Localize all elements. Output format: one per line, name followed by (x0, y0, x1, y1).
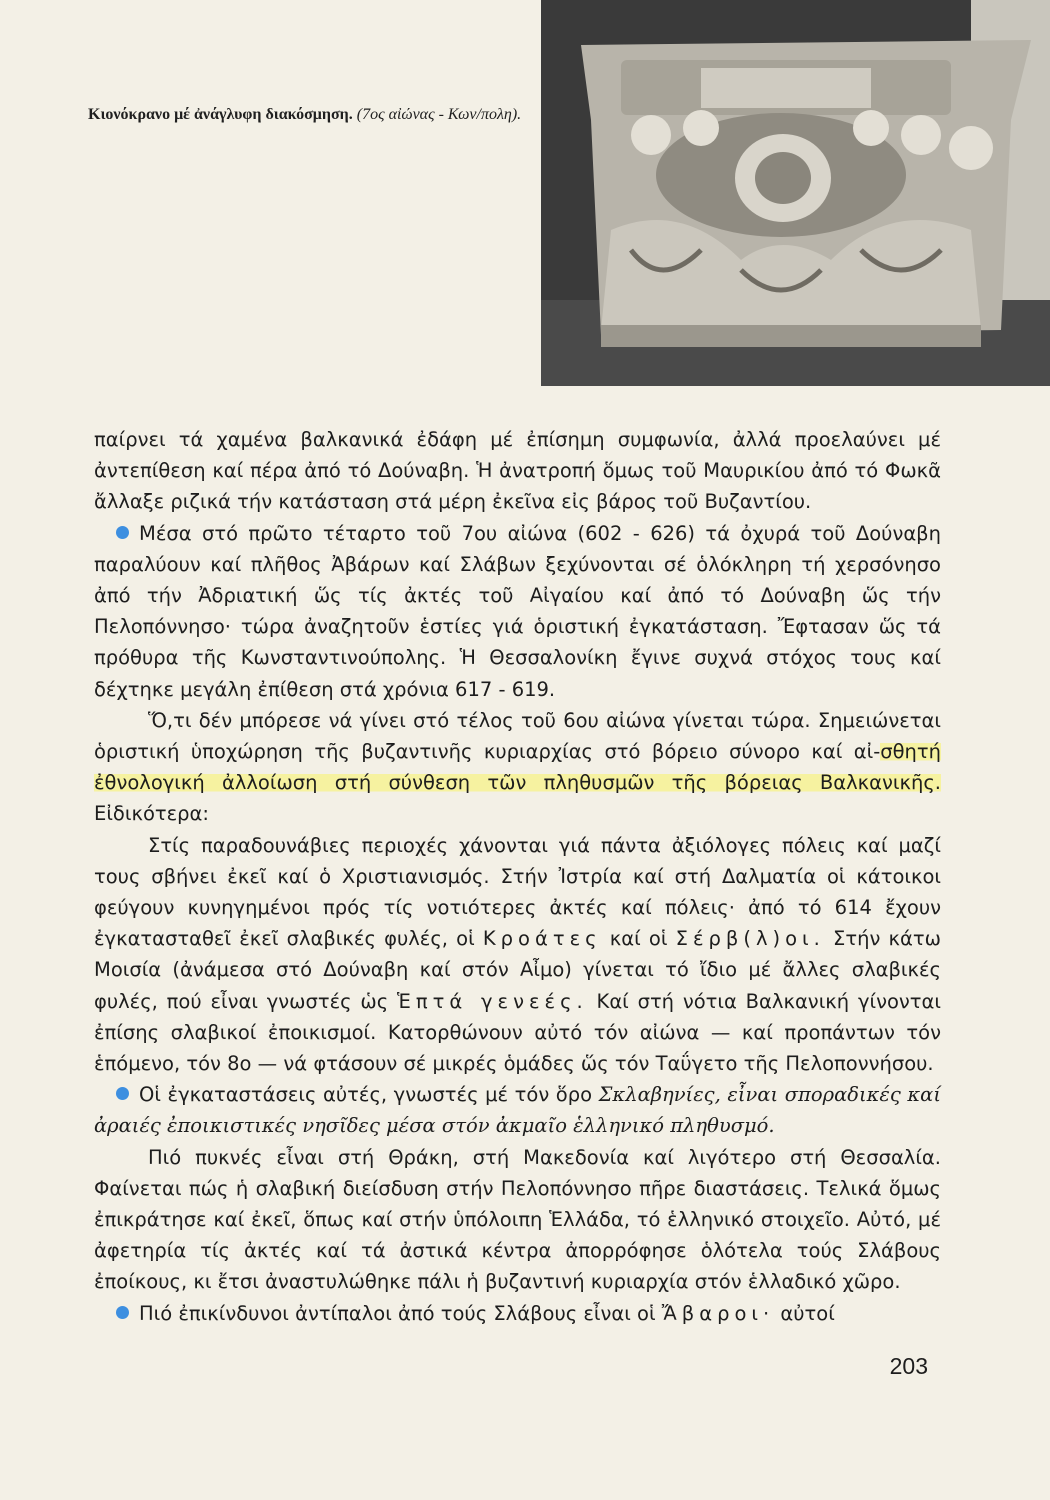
paragraph-4-part-b: καί οἱ (609, 927, 668, 951)
term-sklavinies: Σκλαβηνίες, εἶναι σποραδικές καί ἀραιές ἐποικιστικές νησῖδες μέσα στόν ἀκμαῖο ἑλληνικό πληθυσμό. (94, 1083, 941, 1138)
highlighted-sentence: σθητή ἐθνολογική ἀλλοίωση στή σύνθεση τῶν πληθυσμῶν τῆς βόρειας Βαλκανικῆς. (94, 740, 941, 795)
term-avars: Ἄβαροι· (661, 1301, 775, 1325)
body-text (94, 424, 941, 1329)
paragraph-3-start: Ὅ,τι δέν μπόρεσε νά γίνει στό τέλος τοῦ 6ου αἰώνα γίνεται τώρα. Σημειώνεται ὁριστική ὑποχώρηση τῆς βυζαντινῆς κυριαρχίας στό βόρειο σύνορο καί αἰ- (94, 708, 941, 764)
paragraph-2-text: Μέσα στό πρῶτο τέταρτο τοῦ 7ου αἰώνα (602 - 626) τά ὀχυρά τοῦ Δούναβη παραλύουν καί πλῆθος Ἀβάρων καί Σλάβων ξεχύνονται σέ ὁλόκληρη τή χερσόνησο ἀπό τήν Ἀδριατική ὥς τίς ἀκτές τοῦ Αἰγαίου καί ἀπό τό Δούναβη ὥς τήν Πελοπόννησο· τώρα ἀναζητοῦν ἑστίες γιά ὁριστική ἐγκατάσταση. Ἔφτασαν ὥς τά πρόθυρα τῆς Κωνσταντινούπολης. Ἡ Θεσσαλονίκη ἔγινε συχνά στόχος τους καί δέχτηκε μεγάλη ἐπίθεση στά χρόνια 617 - 619. (94, 521, 941, 701)
paragraph-6: Πιό πυκνές εἶναι στή Θράκη, στή Μακεδονία καί λιγότερο στή Θεσσαλία. Φαίνεται πώς ἡ σλαβική διείσδυση στήν Πελοπόννησο πῆρε διαστάσεις. Τελικά ὅμως ἐπικράτησε καί ἐκεῖ, ὅπως καί στήν ὑπόλοιπη Ἑλλάδα, τό ἑλληνικό στοιχεῖο. Αὐτό, μέ ἀφετηρία τίς ἀκτές καί τά ἀστικά κέντρα ἀπορρόφησε ὁλότελα τούς Σλάβους ἐποίκους, κι ἔτσι ἀναστυλώθηκε πάλι ἡ βυζαντινή κυριαρχία στόν ἑλλαδικό χῶρο. (94, 1145, 941, 1294)
paragraph-7-end: αὐτοί (780, 1301, 835, 1325)
figure-caption (88, 100, 528, 130)
paragraph-7-start: Πιό ἐπικίνδυνοι ἀντίπαλοι ἀπό τούς Σλάβους εἶναι οἱ (139, 1301, 656, 1325)
bullet-icon (116, 1306, 129, 1319)
page-number: 203 (889, 1353, 928, 1379)
paragraph-4-part-c: Στήν κάτω Μοισία (ἀνάμεσα στό Δούναβη καί στόν Αἶμο) γίνεται τό ἴδιο μέ ἄλλες σλαβικές φυλές, πού εἶναι γνωστές ὡς (94, 927, 941, 1013)
paragraph-4-part-a: Στίς παραδουνάβιες περιοχές χάνονται γιά πάντα ἀξιόλογες πόλεις καί μαζί τους σβήνει ἐκεῖ καί ὁ Χριστιανισμός. Στήν Ἰστρία καί στή Δαλματία οἱ κάτοικοι φεύγουν κυνηγημένοι πρός τίς νοτιότερες ἀκτές καί πόλεις· ἀπό τό 614 ἔχουν ἐγκατασταθεῖ ἐκεῖ σλαβικές φυλές, οἱ (94, 833, 941, 951)
paragraph-5 (94, 1079, 941, 1141)
caption-date-place: (7ος αἰώνας - Κων/πολη). (356, 106, 522, 123)
paragraph-3-end: Εἰδικότερα: (94, 802, 209, 826)
term-serbs: Σέρβ(λ)οι. (675, 927, 825, 951)
paragraph-7 (94, 1298, 941, 1329)
paragraph-3 (94, 705, 941, 830)
capital-photo (541, 0, 1050, 386)
bullet-icon (116, 1087, 129, 1100)
term-seven-tribes: Ἑπτά γενεές. (397, 989, 588, 1013)
caption-title: Κιονόκρανο μέ ἀνάγλυφη διακόσμηση. (88, 106, 353, 123)
paragraph-5-start: Οἱ ἐγκαταστάσεις αὐτές, γνωστές μέ τόν ὅρο (139, 1083, 593, 1107)
term-croats: Κροάτες (482, 927, 602, 951)
paragraph-4 (94, 830, 941, 1080)
bullet-icon (116, 526, 129, 539)
paragraph-1: παίρνει τά χαμένα βαλκανικά ἐδάφη μέ ἐπίσημη συμφωνία, ἀλλά προελαύνει μέ ἀντεπίθεση καί πέρα ἀπό τό Δούναβη. Ἡ ἀνατροπή ὅμως τοῦ Μαυρικίου ἀπό τό Φωκᾶ ἄλλαξε ριζικά τήν κατάσταση στά μέρη ἐκεῖνα εἰς βάρος τοῦ Βυζαντίου. (94, 428, 941, 514)
capital-photo-drawing (541, 0, 1050, 386)
paragraph-2 (94, 518, 941, 705)
paragraph-4-part-d: Καί στή νότια Βαλκανική γίνονται ἐπίσης σλαβικοί ἐποικισμοί. Κατορθώνουν αὐτό τόν αἰώνα — καί προπάντων τόν ἑπόμενο, τόν 8ο — νά φτάσουν σέ μικρές ὁμάδες ὥς τόν Ταΰγετο τῆς Πελοποννήσου. (94, 989, 941, 1076)
